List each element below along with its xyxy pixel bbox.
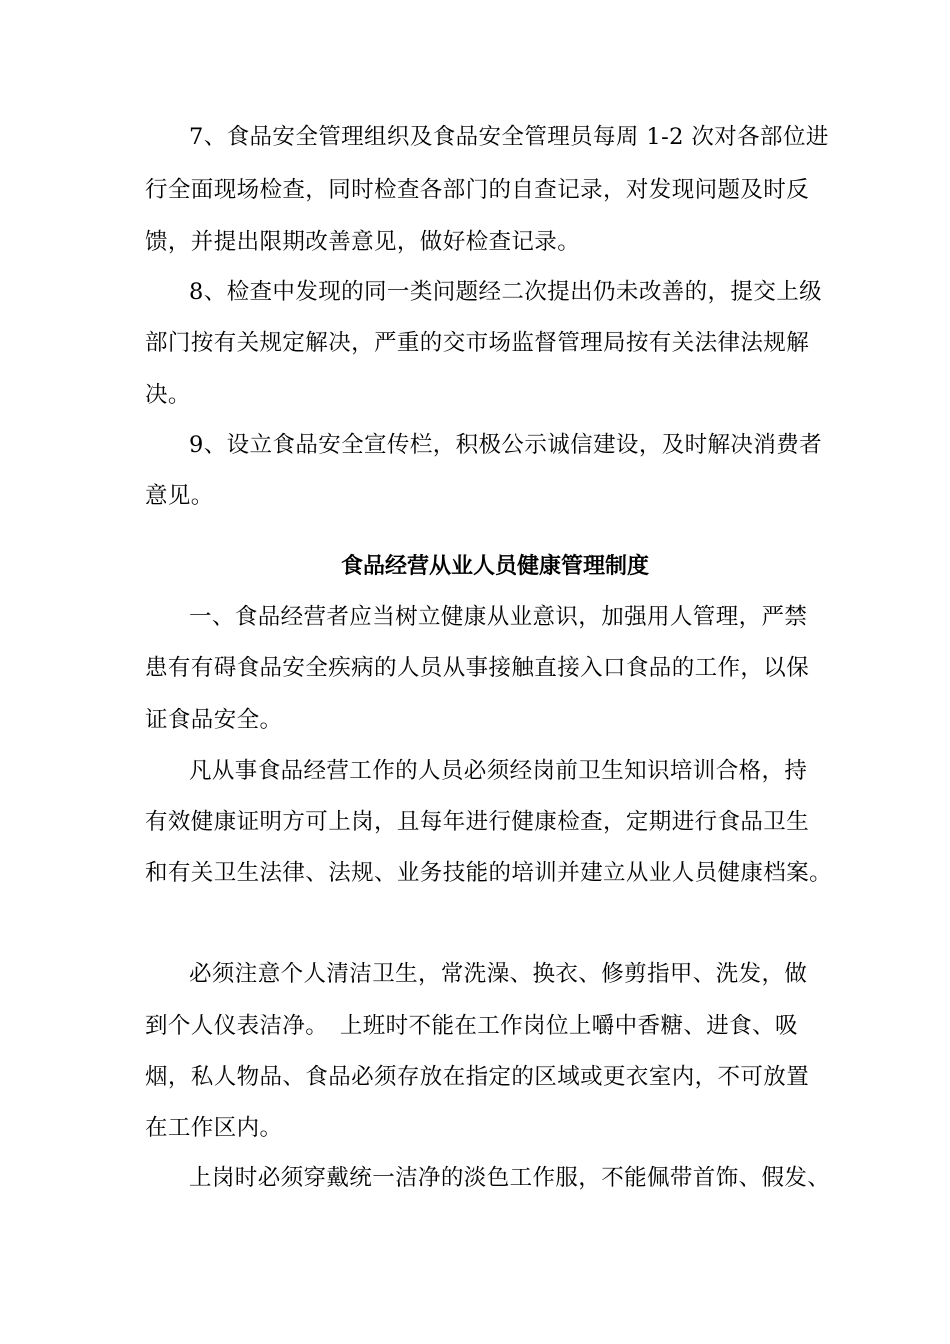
section-paragraph-3-line-1: 必须注意个人清洁卫生，常洗澡、换衣、修剪指甲、洗发，做 <box>189 961 808 987</box>
paragraph-7-line-3: 馈，并提出限期改善意见，做好检查记录。 <box>145 229 581 255</box>
section-paragraph-1-line-3: 证食品安全。 <box>145 707 283 733</box>
paragraph-8-line-2: 部门按有关规定解决，严重的交市场监督管理局按有关法律法规解 <box>145 330 810 356</box>
section-paragraph-4-line-1: 上岗时必须穿戴统一洁净的淡色工作服，不能佩带首饰、假发、 <box>189 1165 831 1191</box>
section-paragraph-2-line-3: 和有关卫生法律、法规、业务技能的培训并建立从业人员健康档案。 <box>145 860 833 886</box>
section-title: 食品经营从业人员健康管理制度 <box>341 554 650 579</box>
paragraph-8-line-3: 决。 <box>145 382 191 408</box>
section-paragraph-2-line-2: 有效健康证明方可上岗，且每年进行健康检查，定期进行食品卫生 <box>145 809 810 835</box>
section-paragraph-3-line-4: 在工作区内。 <box>145 1115 283 1141</box>
section-paragraph-3-line-2: 到个人仪表洁净。 上班时不能在工作岗位上嚼中香糖、进食、吸 <box>145 1013 798 1039</box>
paragraph-8-line-1: 8、检查中发现的同一类问题经二次提出仍未改善的，提交上级 <box>189 279 823 305</box>
paragraph-7-line-1: 7、食品安全管理组织及食品安全管理员每周 1-2 次对各部位进 <box>189 124 829 150</box>
section-paragraph-1-line-2: 患有有碍食品安全疾病的人员从事接触直接入口食品的工作，以保 <box>145 655 810 681</box>
section-paragraph-1-line-1: 一、食品经营者应当树立健康从业意识，加强用人管理，严禁 <box>189 604 808 630</box>
paragraph-9-line-1: 9、设立食品安全宣传栏，积极公示诚信建设，及时解决消费者 <box>189 432 823 458</box>
section-paragraph-3-line-3: 烟，私人物品、食品必须存放在指定的区域或更衣室内，不可放置 <box>145 1064 810 1090</box>
paragraph-7-line-2: 行全面现场检查，同时检查各部门的自查记录，对发现问题及时反 <box>145 177 810 203</box>
paragraph-9-line-2: 意见。 <box>145 483 214 509</box>
section-paragraph-2-line-1: 凡从事食品经营工作的人员必须经岗前卫生知识培训合格，持 <box>189 758 808 784</box>
